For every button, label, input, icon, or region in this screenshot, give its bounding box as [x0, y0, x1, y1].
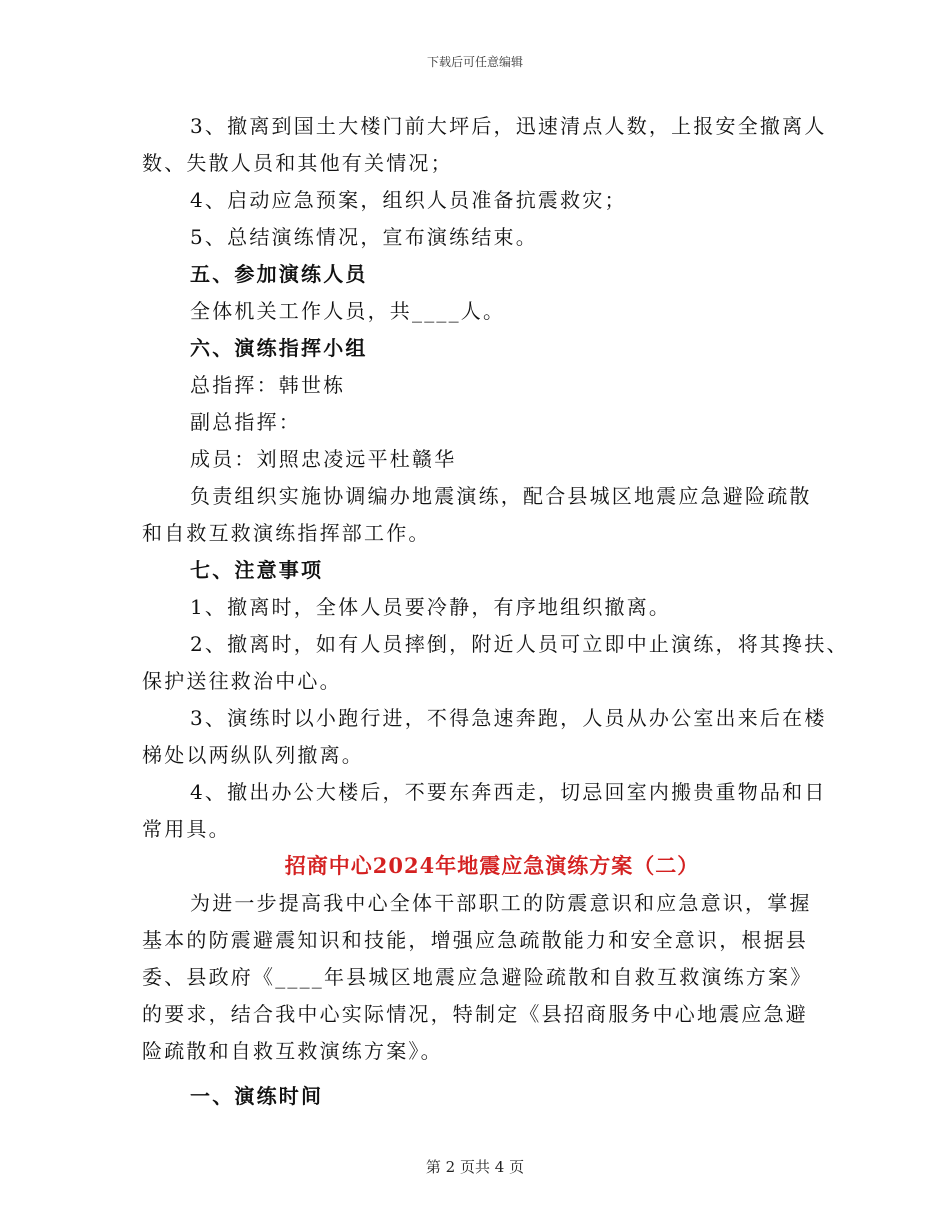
section-heading: 一、演练时间: [190, 1084, 324, 1108]
paragraph-line: 常用具。: [142, 817, 231, 841]
paragraph-line: 总指挥：韩世栋: [190, 373, 346, 397]
paragraph-line: 的要求，结合我中心实际情况，特制定《县招商服务中心地震应急避: [142, 1002, 808, 1026]
paragraph-line: 5、总结演练情况，宣布演练结束。: [190, 225, 538, 249]
paragraph-line: 副总指挥：: [190, 410, 301, 434]
page-footer: 第 2 页共 4 页: [425, 1158, 525, 1176]
page-header: 下载后可任意编辑: [426, 55, 523, 69]
section-heading: 七、注意事项: [190, 558, 324, 582]
paragraph-line: 保护送往救治中心。: [142, 669, 342, 693]
paragraph-line: 1、撤离时，全体人员要冷静，有序地组织撤离。: [190, 595, 672, 619]
paragraph-line: 2、撤离时，如有人员摔倒，附近人员可立即中止演练，将其搀扶、: [190, 632, 849, 656]
paragraph-line: 负责组织实施协调编办地震演练，配合县城区地震应急避险疏散: [190, 484, 812, 508]
section-heading: 六、演练指挥小组: [190, 336, 368, 360]
paragraph-line: 基本的防震避震知识和技能，增强应急疏散能力和安全意识，根据县: [142, 928, 808, 952]
paragraph-line: 4、启动应急预案，组织人员准备抗震救灾；: [190, 188, 627, 212]
paragraph-line: 为进一步提高我中心全体干部职工的防震意识和应急意识，掌握: [190, 891, 812, 915]
paragraph-line: 3、演练时以小跑行进，不得急速奔跑，人员从办公室出来后在楼: [190, 706, 827, 730]
paragraph-line: 和自救互救演练指挥部工作。: [142, 521, 431, 545]
paragraph-line: 成员：刘照忠凌远平杜赣华: [190, 447, 457, 471]
paragraph-line: 委、县政府《____年县城区地震应急避险疏散和自救互救演练方案》: [142, 965, 813, 989]
paragraph-line: 3、撤离到国土大楼门前大坪后，迅速清点人数，上报安全撤离人: [190, 114, 827, 138]
document-title: 招商中心2024年地震应急演练方案（二）: [284, 853, 700, 878]
paragraph-line: 数、失散人员和其他有关情况；: [142, 151, 453, 175]
section-heading: 五、参加演练人员: [190, 262, 368, 286]
paragraph-line: 4、撤出办公大楼后，不要东奔西走，切忌回室内搬贵重物品和日: [190, 780, 827, 804]
paragraph-line: 梯处以两纵队列撤离。: [142, 743, 364, 767]
paragraph-line: 险疏散和自救互救演练方案》。: [142, 1039, 443, 1063]
paragraph-line: 全体机关工作人员，共____人。: [190, 299, 506, 323]
